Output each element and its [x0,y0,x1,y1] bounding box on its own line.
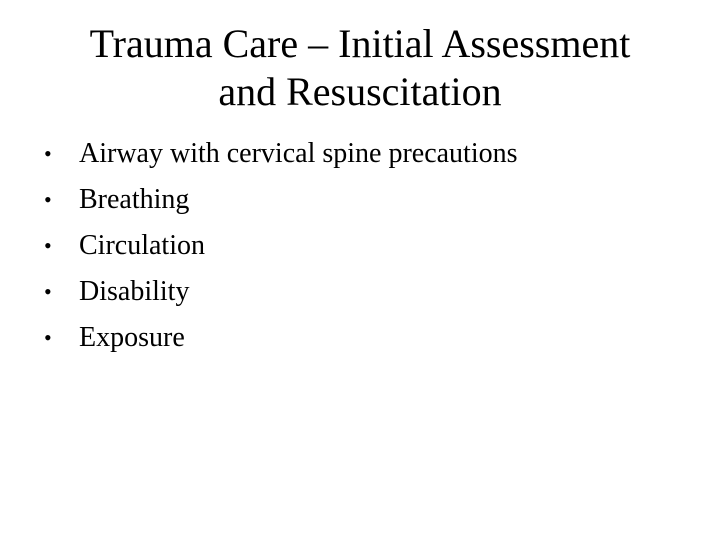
bullet-icon: • [44,325,52,350]
slide-title [0,20,720,116]
slide-title-line-2: and Resuscitation [218,69,502,114]
bullet-text: Exposure [79,322,185,353]
bullet-text: Breathing [79,184,190,215]
bullet-item-circulation [44,223,518,269]
bullet-list [44,131,518,361]
bullet-icon: • [44,279,52,304]
slide-title-line-1: Trauma Care – Initial Assessment [89,21,631,66]
bullet-icon: • [44,233,52,258]
bullet-item-disability [44,269,518,315]
bullet-text: Disability [79,276,190,307]
bullet-item-breathing [44,177,518,223]
bullet-item-airway [44,131,518,177]
bullet-text: Airway with cervical spine precautions [79,138,518,169]
bullet-icon: • [44,141,52,166]
bullet-item-exposure [44,315,518,361]
bullet-icon: • [44,187,52,212]
bullet-text: Circulation [79,230,205,261]
